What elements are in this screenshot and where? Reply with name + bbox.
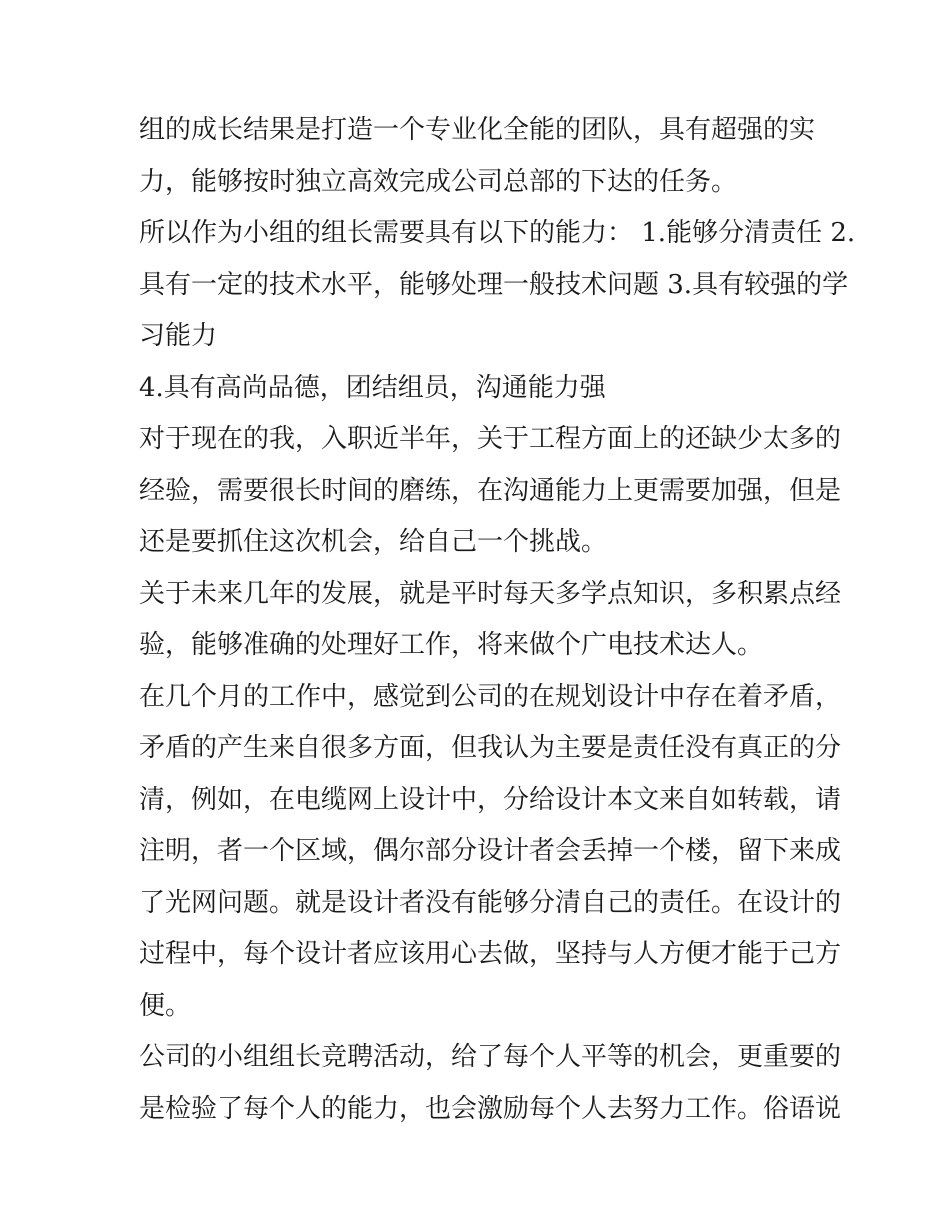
text-line: 验，能够准确的处理好工作，将来做个广电技术达人。	[139, 630, 764, 660]
text-line: 力，能够按时独立高效完成公司总部的下达的任务。	[139, 166, 738, 197]
text-line: 在几个月的工作中，感觉到公司的在规划设计中存在着矛盾，	[139, 681, 842, 712]
text-line: 经验，需要很长时间的磨练，在沟通能力上更需要加强，但是	[139, 475, 842, 506]
text-line: 对于现在的我，入职近半年，关于工程方面上的还缺少太多的	[139, 424, 842, 454]
text-line: 是检验了每个人的能力，也会激励每个人去努力工作。俗语说	[139, 1093, 842, 1124]
paragraph-competition	[139, 1032, 842, 1135]
text-line: 所以作为小组的组长需要具有以下的能力： 1.能够分清责任 2.	[139, 218, 856, 248]
text-line: 组的成长结果是打造一个专业化全能的团队，具有超强的实	[139, 115, 816, 145]
text-line: 注明，者一个区域，偶尔部分设计者会丢掉一个楼，留下来成	[139, 836, 842, 866]
paragraph-future-plan	[139, 569, 842, 672]
document-body	[139, 105, 856, 1135]
text-line: 过程中，每个设计者应该用心去做，坚持与人方便才能于己方	[139, 939, 842, 969]
text-line: 关于未来几年的发展，就是平时每天多学点知识，多积累点经	[139, 578, 842, 609]
paragraph-self-assessment	[139, 414, 842, 569]
paragraph-ability-4	[139, 363, 819, 415]
text-line: 4.具有高尚品德，团结组员，沟通能力强	[139, 372, 606, 403]
text-line: 还是要抓住这次机会，给自己一个挑战。	[139, 527, 608, 557]
paragraph-team-growth	[139, 105, 819, 208]
text-line: 清，例如，在电缆网上设计中，分给设计本文来自如转载，请	[139, 784, 842, 815]
text-line: 习能力	[139, 321, 218, 351]
text-line: 了光网问题。就是设计者没有能够分清自己的责任。在设计的	[139, 887, 842, 918]
paragraph-design-issues	[139, 672, 842, 1033]
paragraph-leader-abilities	[139, 208, 856, 363]
text-line: 矛盾的产生来自很多方面，但我认为主要是责任没有真正的分	[139, 733, 842, 763]
text-line: 便。	[139, 990, 192, 1021]
text-line: 公司的小组组长竞聘活动，给了每个人平等的机会，更重要的	[139, 1042, 842, 1072]
text-line: 具有一定的技术水平，能够处理一般技术问题 3.具有较强的学	[139, 269, 849, 300]
